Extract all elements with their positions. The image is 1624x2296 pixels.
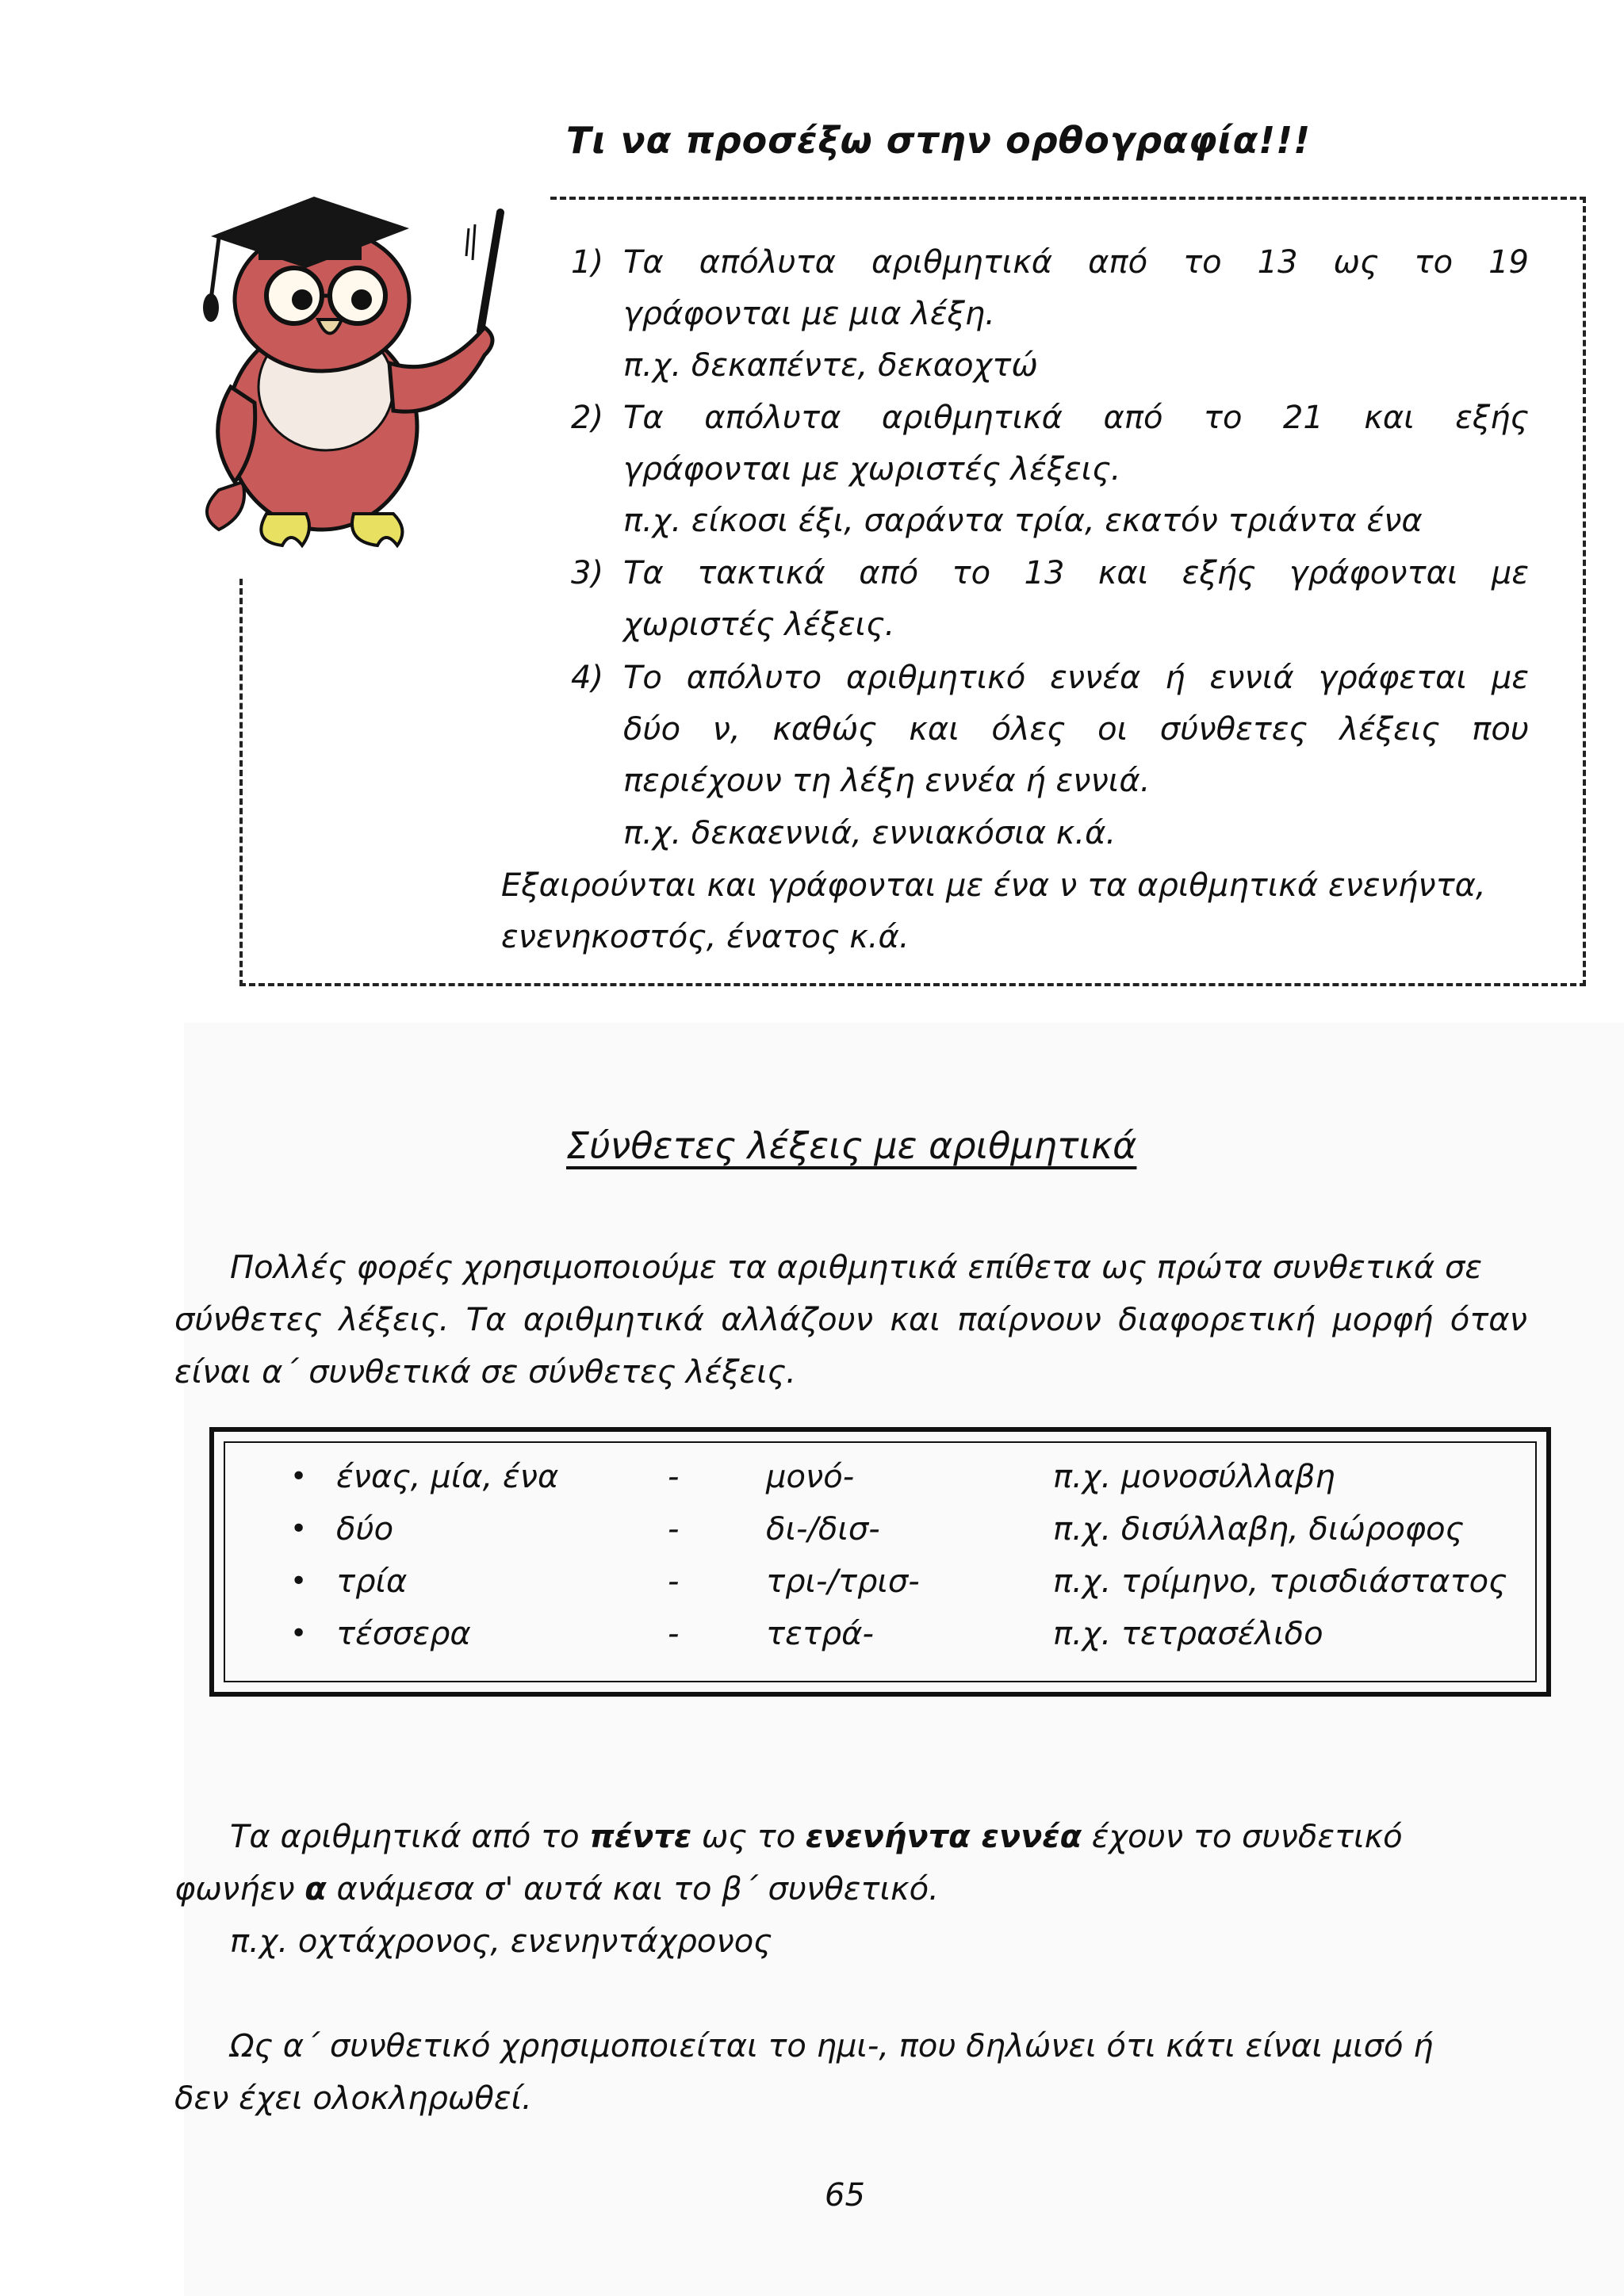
rule-line: Τα απόλυτα αριθμητικά από το 13 ως το 19 <box>623 244 1529 281</box>
rule-number: 4) <box>571 660 604 696</box>
intro-line: Πολλές φορές χρησιμοποιούμε τα αριθμητικά επίθετα ως πρώτα συνθετικά σε <box>230 1249 1482 1286</box>
rule-line: γράφονται με μια λέξη. <box>623 296 995 332</box>
bullet: • <box>290 1460 308 1493</box>
rule-line: περιέχουν τη λέξη εννέα ή εννιά. <box>623 763 1151 799</box>
section-title: Σύνθετες λέξεις με αριθμητικά <box>566 1124 1137 1167</box>
rules-frame-top <box>550 197 1586 200</box>
hemi-line: Ως α΄ συνθετικό χρησιμοποιείται το ημι-, που δηλώνει ότι κάτι είναι μισό ή <box>230 2028 1434 2064</box>
numeral: τρία <box>336 1563 408 1600</box>
rules-frame-bottom <box>239 983 1586 986</box>
prefix-table <box>209 1427 1551 1697</box>
rule-number: 1) <box>571 244 604 281</box>
example: π.χ. τετρασέλιδο <box>1053 1616 1323 1652</box>
bullet: • <box>290 1565 308 1598</box>
owl-teacher-illustration <box>187 181 536 553</box>
dash: - <box>668 1511 680 1548</box>
intro-line: είναι α΄ συνθετικά σε σύνθετες λέξεις. <box>174 1354 796 1391</box>
emphasis: α <box>304 1871 327 1908</box>
numeral: ένας, μία, ένα <box>336 1459 559 1495</box>
numeral: τέσσερα <box>336 1616 471 1652</box>
rule-line: χωριστές λέξεις. <box>623 607 895 643</box>
rule-example: π.χ. είκοσι έξι, σαράντα τρία, εκατόν τριάντα ένα <box>623 503 1423 539</box>
rule-example: π.χ. δεκαεννιά, εννιακόσια κ.ά. <box>623 815 1116 851</box>
hemi-line: δεν έχει ολοκληρωθεί. <box>174 2080 532 2117</box>
dash: - <box>668 1459 680 1495</box>
rules-frame-left <box>239 579 243 986</box>
rule-line: γράφονται με χωριστές λέξεις. <box>623 451 1121 488</box>
rule-number: 3) <box>571 555 604 591</box>
numeral: δύο <box>336 1511 394 1548</box>
dash: - <box>668 1563 680 1600</box>
rule-line: Το απόλυτο αριθμητικό εννέα ή εννιά γράφεται με <box>623 660 1529 696</box>
example: π.χ. τρίμηνο, τρισδιάστατος <box>1053 1563 1507 1600</box>
page-number: 65 <box>825 2177 865 2214</box>
emphasis: ενενήντα εννέα <box>805 1819 1082 1855</box>
linking-vowel-line <box>174 1869 939 1909</box>
bullet: • <box>290 1513 308 1545</box>
text-segment: ως το <box>691 1819 806 1855</box>
rule-line: Τα απόλυτα αριθμητικά από το 21 και εξής <box>623 400 1529 436</box>
page-title: Τι να προσέξω στην ορθογραφία!!! <box>566 119 1312 162</box>
emphasis: πέντε <box>589 1819 692 1855</box>
example: π.χ. δισύλλαβη, διώροφος <box>1053 1511 1465 1548</box>
example: π.χ. μονοσύλλαβη <box>1053 1459 1335 1495</box>
linking-vowel-line <box>230 1817 1403 1857</box>
prefix: δι-/δισ- <box>766 1511 880 1548</box>
rule-line: Τα τακτικά από το 13 και εξής γράφονται με <box>623 555 1529 591</box>
rule-number: 2) <box>571 400 604 436</box>
rules-frame-right <box>1583 197 1586 986</box>
prefix: τετρά- <box>766 1616 874 1652</box>
rule-example: π.χ. δεκαπέντε, δεκαοχτώ <box>623 347 1038 384</box>
text-segment: ανάμεσα σ' αυτά και το β΄ συνθετικό. <box>326 1871 939 1908</box>
text-segment: έχουν το συνδετικό <box>1082 1819 1403 1855</box>
exception-line: Εξαιρούνται και γράφονται με ένα ν τα αριθμητικά ενενήντα, <box>501 867 1486 904</box>
dash: - <box>668 1616 680 1652</box>
prefix: μονό- <box>766 1459 855 1495</box>
rule-line: δύο ν, καθώς και όλες οι σύνθετες λέξεις που <box>623 711 1529 748</box>
text-segment: Τα αριθμητικά από το <box>230 1819 590 1855</box>
text-segment: φωνήεν <box>174 1871 305 1908</box>
linking-vowel-example: π.χ. οχτάχρονος, ενενηντάχρονος <box>230 1923 772 1960</box>
prefix-table-inner-border <box>224 1441 1537 1682</box>
exception-line: ενενηκοστός, ένατος κ.ά. <box>501 919 910 955</box>
bullet: • <box>290 1617 308 1650</box>
prefix: τρι-/τρισ- <box>766 1563 920 1600</box>
intro-line: σύνθετες λέξεις. Τα αριθμητικά αλλάζουν και παίρνουν διαφορετική μορφή όταν <box>174 1302 1527 1338</box>
